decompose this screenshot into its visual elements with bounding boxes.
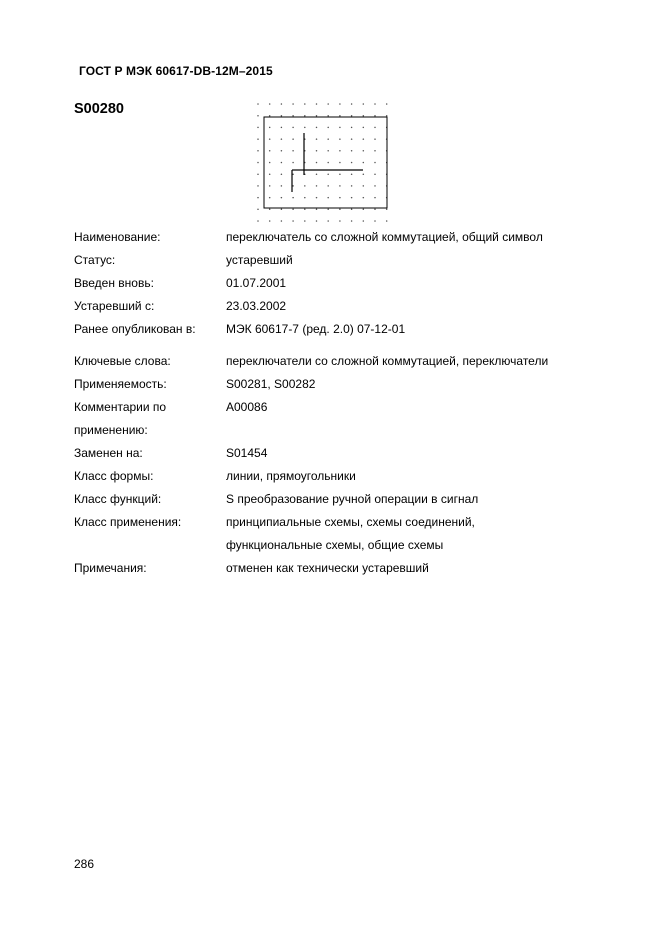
property-value: МЭК 60617-7 (ред. 2.0) 07-12-01 xyxy=(226,322,406,336)
property-row-shape-class xyxy=(74,465,594,488)
grid-dot xyxy=(269,150,271,152)
grid-dot xyxy=(269,127,271,128)
grid-dot xyxy=(363,220,365,222)
grid-dot xyxy=(304,115,306,117)
property-label: Введен вновь: xyxy=(74,276,154,290)
dot-grid xyxy=(257,103,387,222)
grid-dot xyxy=(269,185,271,187)
grid-dot xyxy=(292,115,294,117)
grid-dot xyxy=(351,209,353,211)
grid-dot xyxy=(281,150,283,152)
grid-dot xyxy=(257,138,259,140)
grid-dot xyxy=(281,138,283,140)
property-row-notes xyxy=(74,557,594,580)
grid-dot xyxy=(374,173,376,175)
grid-dot xyxy=(269,103,271,105)
grid-dot xyxy=(363,173,365,175)
grid-dot xyxy=(339,162,341,164)
property-row-applicability xyxy=(74,373,594,396)
grid-dot xyxy=(304,103,306,105)
grid-dot xyxy=(281,103,283,105)
grid-dot xyxy=(304,197,306,199)
grid-dot xyxy=(316,197,318,199)
property-row-application-class xyxy=(74,511,594,557)
grid-dot xyxy=(327,115,329,117)
grid-dot xyxy=(316,150,318,152)
grid-dot xyxy=(327,150,329,152)
grid-dot xyxy=(316,173,318,175)
grid-dot xyxy=(327,162,329,164)
grid-dot xyxy=(257,103,259,105)
grid-dot xyxy=(363,150,365,152)
grid-dot xyxy=(257,162,259,164)
property-row-name xyxy=(74,226,594,249)
grid-dot xyxy=(304,220,306,222)
grid-dot xyxy=(316,127,318,128)
grid-dot xyxy=(374,127,376,128)
grid-dot xyxy=(386,220,388,222)
grid-dot xyxy=(374,197,376,199)
property-label: Класс применения: xyxy=(74,515,182,529)
grid-dot xyxy=(281,209,283,211)
grid-dot xyxy=(327,173,329,175)
grid-dot xyxy=(339,220,341,222)
grid-dot xyxy=(269,138,271,140)
page-number: 286 xyxy=(74,857,95,871)
grid-dot xyxy=(292,162,294,164)
property-label: Класс формы: xyxy=(74,469,154,483)
grid-dot xyxy=(257,197,259,199)
property-value: A00086 xyxy=(226,400,268,414)
grid-dot xyxy=(386,103,388,105)
property-label: Применяемость: xyxy=(74,377,167,391)
grid-dot xyxy=(374,150,376,152)
grid-dot xyxy=(304,209,306,211)
grid-dot xyxy=(363,115,365,117)
grid-dot xyxy=(257,185,259,187)
grid-dot xyxy=(269,197,271,199)
grid-dot xyxy=(339,115,341,117)
grid-dot xyxy=(292,127,294,128)
property-label: Статус: xyxy=(74,253,116,267)
grid-dot xyxy=(351,103,353,105)
grid-dot xyxy=(339,103,341,105)
grid-dot xyxy=(292,220,294,222)
grid-dot xyxy=(339,138,341,140)
grid-dot xyxy=(257,115,259,117)
grid-dot xyxy=(351,220,353,222)
grid-dot xyxy=(327,127,329,128)
grid-dot xyxy=(374,209,376,211)
grid-dot xyxy=(292,209,294,211)
grid-dot xyxy=(316,220,318,222)
grid-dot xyxy=(374,103,376,105)
grid-dot xyxy=(281,127,283,128)
grid-dot xyxy=(316,103,318,105)
grid-dot xyxy=(351,185,353,187)
grid-dot xyxy=(257,150,259,152)
property-row-keywords xyxy=(74,350,594,373)
grid-dot xyxy=(257,173,259,175)
property-label: Устаревший с: xyxy=(74,299,155,313)
document-header: ГОСТ Р МЭК 60617-DB-12M–2015 xyxy=(79,64,273,78)
property-label: Примечания: xyxy=(74,561,147,575)
property-value: переключатель со сложной коммутацией, общий символ xyxy=(226,230,543,244)
grid-dot xyxy=(351,162,353,164)
property-value: S01454 xyxy=(226,446,268,460)
grid-dot xyxy=(351,150,353,152)
grid-dot xyxy=(327,220,329,222)
grid-dot xyxy=(327,209,329,211)
grid-dot xyxy=(327,185,329,187)
property-label: Класс функций: xyxy=(74,492,162,506)
grid-dot xyxy=(351,115,353,117)
property-row-replaced-by xyxy=(74,442,594,465)
grid-dot xyxy=(339,127,341,128)
grid-dot xyxy=(386,209,388,211)
grid-dot xyxy=(269,173,271,175)
grid-dot xyxy=(363,209,365,211)
grid-dot xyxy=(281,162,283,164)
property-row-function-class xyxy=(74,488,594,511)
grid-dot xyxy=(339,150,341,152)
grid-dot xyxy=(257,209,259,211)
symbol-frame xyxy=(264,117,387,208)
grid-dot xyxy=(292,150,294,152)
grid-dot xyxy=(316,115,318,117)
grid-dot xyxy=(269,220,271,222)
grid-dot xyxy=(327,103,329,105)
grid-dot xyxy=(281,173,283,175)
symbol-drawing xyxy=(253,101,401,225)
grid-dot xyxy=(363,162,365,164)
grid-dot xyxy=(363,197,365,199)
property-value: принципиальные схемы, схемы соединений, функциональные схемы, общие схемы xyxy=(226,515,475,552)
grid-dot xyxy=(374,138,376,140)
property-label: Заменен на: xyxy=(74,446,143,460)
property-value: S преобразование ручной операции в сигнал xyxy=(226,492,479,506)
grid-dot xyxy=(339,185,341,187)
property-row-status xyxy=(74,249,594,272)
grid-dot xyxy=(339,209,341,211)
property-value: S00281, S00282 xyxy=(226,377,316,391)
property-label: Комментарии по применению: xyxy=(74,400,167,437)
grid-dot xyxy=(316,138,318,140)
property-value: устаревший xyxy=(226,253,293,267)
property-row-introduced xyxy=(74,272,594,295)
grid-dot xyxy=(281,115,283,117)
grid-dot xyxy=(316,162,318,164)
grid-dot xyxy=(269,162,271,164)
grid-dot xyxy=(351,197,353,199)
grid-dot xyxy=(281,185,283,187)
property-label: Ранее опубликован в: xyxy=(74,322,196,336)
grid-dot xyxy=(351,138,353,140)
grid-dot xyxy=(269,209,271,211)
grid-dot xyxy=(363,103,365,105)
properties-list xyxy=(74,226,594,580)
grid-dot xyxy=(363,185,365,187)
grid-dot xyxy=(363,138,365,140)
property-value: переключатели со сложной коммутацией, переключатели xyxy=(226,354,549,368)
grid-dot xyxy=(316,209,318,211)
grid-dot xyxy=(292,138,294,140)
property-value: 23.03.2002 xyxy=(226,299,287,313)
grid-dot xyxy=(304,127,306,128)
grid-dot xyxy=(374,115,376,117)
grid-dot xyxy=(339,197,341,199)
grid-dot xyxy=(292,197,294,199)
grid-dot xyxy=(304,185,306,187)
property-label: Ключевые слова: xyxy=(74,354,171,368)
grid-dot xyxy=(363,127,365,128)
property-value: отменен как технически устаревший xyxy=(226,561,429,575)
grid-dot xyxy=(292,103,294,105)
grid-dot xyxy=(351,173,353,175)
property-value: 01.07.2001 xyxy=(226,276,287,290)
grid-dot xyxy=(269,115,271,117)
property-label: Наименование: xyxy=(74,230,161,244)
grid-dot xyxy=(339,173,341,175)
property-row-comments xyxy=(74,396,594,442)
property-value: линии, прямоугольники xyxy=(226,469,356,483)
grid-dot xyxy=(257,220,259,222)
grid-dot xyxy=(327,138,329,140)
grid-dot xyxy=(374,162,376,164)
grid-dot xyxy=(281,220,283,222)
grid-dot xyxy=(257,127,259,128)
grid-dot xyxy=(374,185,376,187)
grid-dot xyxy=(374,220,376,222)
property-row-obsolete-since xyxy=(74,295,594,318)
grid-dot xyxy=(351,127,353,128)
grid-dot xyxy=(327,197,329,199)
symbol-code: S00280 xyxy=(74,101,124,117)
grid-dot xyxy=(316,185,318,187)
grid-dot xyxy=(386,115,388,117)
grid-dot xyxy=(281,197,283,199)
property-row-published-in xyxy=(74,318,594,341)
